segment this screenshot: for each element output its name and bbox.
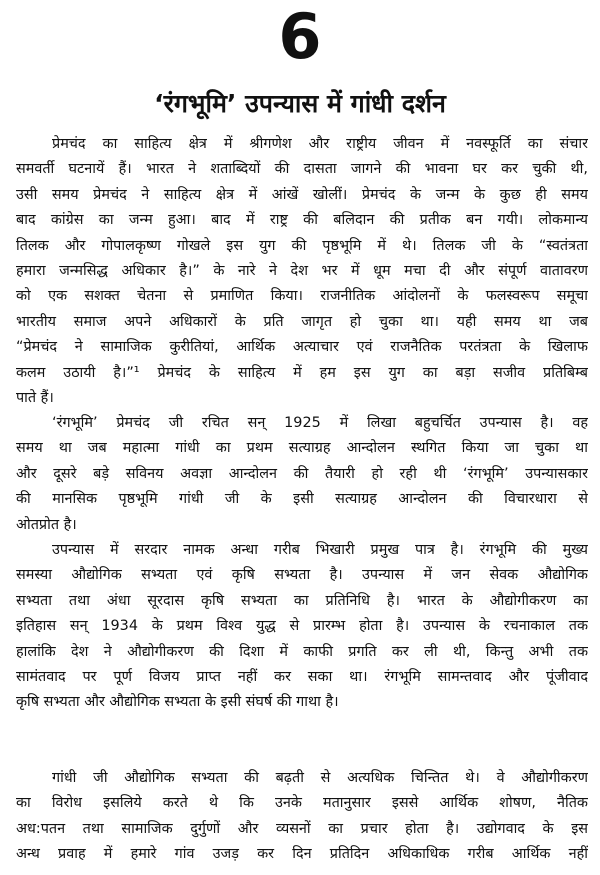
text-line: “प्रेमचंद ने सामाजिक कुरीतियां, आर्थिक अत्याचार एवं राजनैतिक परतंत्रता के खिलाफ xyxy=(16,339,588,356)
text-line: अध:पतन तथा सामाजिक दुर्गुणों और व्यसनों का प्रचार होता है। उद्योगवाद के इस xyxy=(16,820,588,837)
text-line: समवर्ती घटनायें हैं। भारत ने शताब्दियों की दासता जागने की भावना घर कर चुकी थी, xyxy=(16,161,588,178)
text-line: उपन्यास में सरदार नामक अन्धा गरीब भिखारी प्रमुख पात्र है। रंगभूमि की मुख्य xyxy=(52,542,588,558)
text-line: सामंतवाद पर पूर्ण विजय प्राप्त नहीं कर सका था। रंगभूमि सामन्तवाद और पूंजीवाद xyxy=(16,669,588,686)
paragraph-2 xyxy=(16,411,588,538)
chapter-number: 6 xyxy=(278,0,322,73)
text-line: कृषि सभ्यता और औद्योगिक सभ्यता के इसी संघर्ष की गाथा है। xyxy=(16,694,339,711)
text-line: की मानसिक पृष्ठभूमि गांधी जी के इसी सत्याग्रह आन्दोलन की विचारधारा से xyxy=(16,491,588,508)
text-line: का विरोध इसलिये करते थे कि उनके मतानुसार इससे आर्थिक शोषण, नैतिक xyxy=(16,795,588,812)
text-line: समस्या औद्योगिक सभ्यता एवं कृषि सभ्यता है। उपन्यास में जन सेवक औद्योगिक xyxy=(16,567,588,584)
text-line: गांधी जी औद्योगिक सभ्यता की बढ़ती से अत्यधिक चिन्तित थे। वे औद्योगीकरण xyxy=(52,770,588,786)
text-line: सभ्यता तथा अंधा सूरदास कृषि सभ्यता का प्रतिनिधि है। भारत के औद्योगीकरण का xyxy=(16,592,588,609)
text-line: हमारा जन्मसिद्ध अधिकार है।” के नारे ने देश भर में धूम मचा दी और संपूर्ण वातावरण xyxy=(16,263,588,280)
text-line: भारतीय समाज अपने अधिकारों के प्रति जागृत हो चुका था। यही समय था जब xyxy=(16,313,588,330)
text-line: और दूसरे बड़े सविनय अवज्ञा आन्दोलन की तैयारी हो रही थी ‘रंगभूमि’ उपन्यासकार xyxy=(16,465,588,482)
text-line: उसी समय प्रेमचंद ने साहित्य क्षेत्र में आंखें खोलीं। प्रेमचंद के जन्म के कुछ ही समय xyxy=(16,186,588,203)
text-line: पाते हैं। xyxy=(16,390,54,407)
text-line: इतिहास सन् 1934 के प्रथम विश्व युद्ध से प्रारम्भ होता है। उपन्यास के रचनाकाल तक xyxy=(16,618,588,635)
text-line: अन्ध प्रवाह में हमारे गांव उजड़ कर दिन प्रतिदिन अधिकाधिक गरीब आर्थिक नहीं xyxy=(16,846,588,863)
text-line: ओतप्रोत है। xyxy=(16,516,77,533)
text-line: बाद कांग्रेस का जन्म हुआ। बाद में राष्ट्र की बलिदान की प्रतीक बन गयी। लोकमान्य xyxy=(16,212,588,229)
text-line: हालांकि देश ने औद्योगीकरण की दिशा में काफी प्रगति कर ली थी, किन्तु अभी तक xyxy=(16,643,588,660)
paragraph-3 xyxy=(16,538,588,716)
chapter-title: ‘रंगभूमि’ उपन्यास में गांधी दर्शन xyxy=(154,89,446,118)
paragraph-1 xyxy=(16,132,588,411)
text-line: प्रेमचंद का साहित्य क्षेत्र में श्रीगणेश और राष्ट्रीय जीवन में नवस्फूर्ति का संचार xyxy=(52,136,588,152)
text-line: को एक सशक्त चेतना से प्रमाणित किया। राजनीतिक आंदोलनों के फलस्वरूप समूचा xyxy=(16,288,588,305)
text-line: कलम उठायी है।”¹ प्रेमचंद के साहित्य में हम इस युग का बड़ा सजीव प्रतिबिम्ब xyxy=(16,364,588,381)
text-line: ‘रंगभूमि’ प्रेमचंद जी रचित सन् 1925 में लिखा बहुचर्चित उपन्यास है। वह xyxy=(52,415,588,431)
text-line: समय था जब महात्मा गांधी का प्रथम सत्याग्रह आन्दोलन स्थगित किया जा चुका था xyxy=(16,440,588,457)
text-line: तिलक और गोपालकृष्ण गोखले इस युग की पृष्ठभूमि में थे। तिलक जी के “स्वतंत्रता xyxy=(16,237,588,254)
paragraph-4 xyxy=(16,766,588,868)
